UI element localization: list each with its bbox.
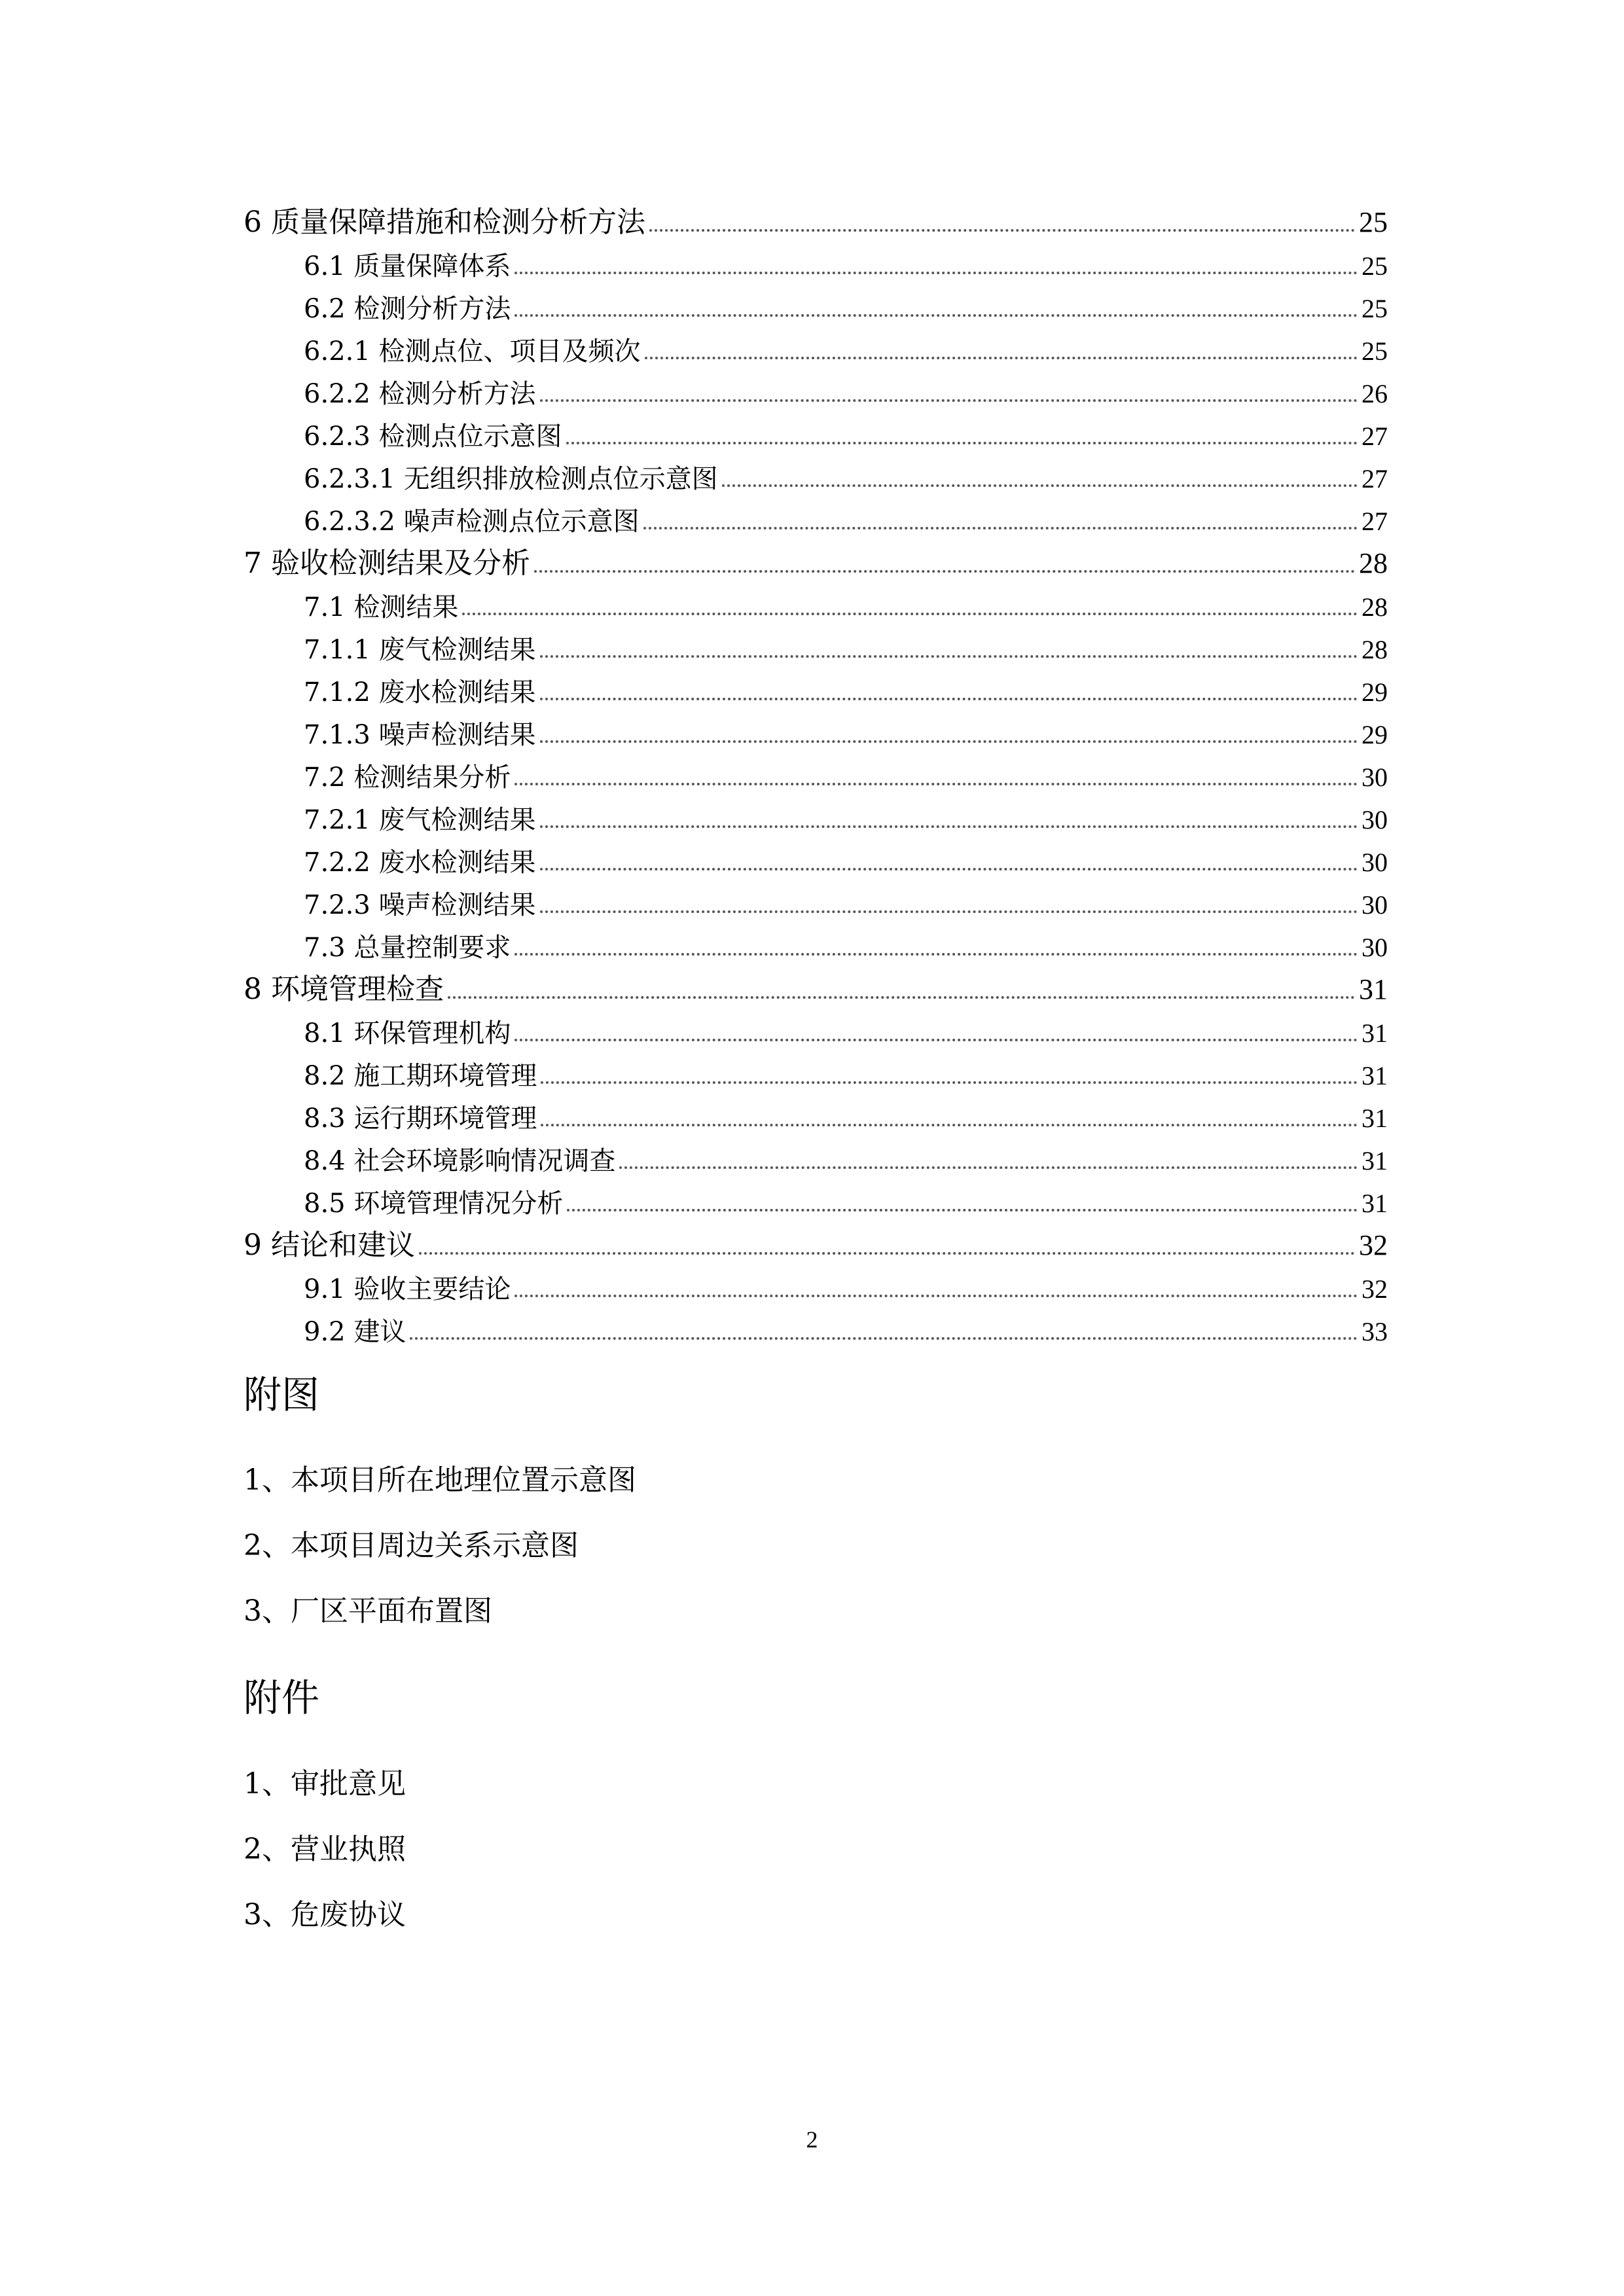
toc-section-entry[interactable]	[244, 279, 1388, 322]
toc-entry-label: 6.2.2 检测分析方法	[304, 379, 536, 409]
toc-dot-leader	[419, 1252, 1355, 1255]
toc-dot-leader	[540, 399, 1358, 402]
toc-dot-leader	[514, 783, 1358, 785]
toc-section-entry[interactable]	[244, 1260, 1388, 1302]
toc-dot-leader	[514, 1039, 1358, 1041]
toc-section-entry[interactable]	[244, 322, 1388, 365]
toc-section-entry[interactable]	[244, 748, 1388, 791]
toc-entry-label: 6 质量保障措施和检测分析方法	[244, 206, 645, 239]
toc-entry-page: 32	[1362, 1274, 1388, 1304]
toc-entry-page: 31	[1362, 1103, 1388, 1133]
toc-entry-label: 7 验收检测结果及分析	[244, 547, 530, 580]
toc-dot-leader	[540, 698, 1358, 700]
toc-dot-leader	[567, 1209, 1358, 1211]
toc-dot-leader	[462, 613, 1358, 615]
attachment-item: 2、营业执照	[244, 1833, 406, 1866]
toc-entry-label: 6.2.3 检测点位示意图	[304, 422, 562, 452]
toc-entry-page: 27	[1362, 507, 1388, 536]
toc-section-entry[interactable]	[244, 237, 1388, 279]
toc-entry-page: 30	[1362, 933, 1388, 962]
toc-entry-page: 30	[1362, 762, 1388, 792]
toc-entry-page: 28	[1359, 547, 1388, 579]
toc-entry-page: 30	[1362, 848, 1388, 877]
toc-entry-page: 28	[1362, 635, 1388, 664]
toc-entry-label: 6.2.1 检测点位、项目及频次	[304, 336, 641, 367]
toc-entry-page: 25	[1362, 336, 1388, 366]
figures-heading: 附图	[244, 1372, 320, 1417]
toc-entry-page: 25	[1359, 206, 1388, 238]
toc-section-entry[interactable]	[244, 1047, 1388, 1089]
toc-dot-leader	[540, 825, 1358, 828]
toc-entry-label: 7.1.1 废气检测结果	[304, 635, 536, 665]
figure-item: 1、本项目所在地理位置示意图	[244, 1463, 636, 1497]
toc-dot-leader	[645, 357, 1358, 359]
toc-entry-page: 28	[1362, 592, 1388, 622]
toc-entry-page: 31	[1359, 973, 1388, 1005]
toc-section-entry[interactable]	[244, 918, 1388, 961]
toc-entry-label: 7.2.2 废水检测结果	[304, 848, 536, 878]
toc-entry-label: 8 环境管理检查	[244, 973, 444, 1006]
toc-entry-page: 33	[1362, 1317, 1388, 1346]
toc-entry-page: 25	[1362, 251, 1388, 281]
toc-entry-label: 9.1 验收主要结论	[304, 1274, 511, 1304]
toc-dot-leader	[541, 1081, 1358, 1084]
toc-dot-leader	[514, 1295, 1358, 1297]
toc-entry-label: 8.1 环保管理机构	[304, 1018, 511, 1049]
toc-entry-page: 26	[1362, 379, 1388, 408]
figure-item: 3、厂区平面布置图	[244, 1594, 492, 1628]
toc-section-entry[interactable]	[244, 450, 1388, 492]
toc-chapter-entry[interactable]	[244, 194, 1388, 237]
toc-entry-label: 7.2.1 废气检测结果	[304, 805, 536, 835]
toc-entry-page: 32	[1359, 1229, 1388, 1261]
toc-section-entry[interactable]	[244, 365, 1388, 407]
toc-section-entry[interactable]	[244, 1132, 1388, 1174]
toc-section-entry[interactable]	[244, 1174, 1388, 1217]
toc-section-entry[interactable]	[244, 706, 1388, 748]
toc-entry-label: 6.2 检测分析方法	[304, 294, 511, 324]
toc-dot-leader	[541, 1124, 1358, 1126]
toc-dot-leader	[643, 527, 1358, 529]
toc-entry-page: 27	[1362, 422, 1388, 451]
toc-section-entry[interactable]	[244, 1004, 1388, 1047]
toc-entry-page: 30	[1362, 890, 1388, 920]
toc-dot-leader	[514, 272, 1358, 274]
toc-section-entry[interactable]	[244, 620, 1388, 663]
toc-section-entry[interactable]	[244, 407, 1388, 450]
page-number: 2	[806, 2126, 818, 2153]
table-of-contents	[244, 194, 1388, 1345]
toc-entry-page: 27	[1362, 464, 1388, 493]
toc-entry-page: 31	[1362, 1061, 1388, 1090]
toc-dot-leader	[448, 996, 1355, 999]
toc-dot-leader	[649, 229, 1355, 232]
toc-entry-label: 7.1 检测结果	[304, 592, 459, 622]
toc-entry-label: 7.3 总量控制要求	[304, 933, 511, 963]
toc-entry-page: 31	[1362, 1189, 1388, 1218]
toc-dot-leader	[514, 953, 1358, 956]
toc-entry-page: 30	[1362, 805, 1388, 834]
toc-dot-leader	[534, 570, 1355, 573]
toc-entry-label: 7.1.3 噪声检测结果	[304, 720, 536, 750]
toc-entry-page: 31	[1362, 1146, 1388, 1175]
toc-entry-label: 7.1.2 废水检测结果	[304, 677, 536, 708]
toc-entry-page: 29	[1362, 720, 1388, 749]
toc-chapter-entry[interactable]	[244, 961, 1388, 1004]
toc-dot-leader	[540, 910, 1358, 913]
toc-dot-leader	[566, 442, 1358, 444]
toc-entry-label: 6.1 质量保障体系	[304, 251, 511, 281]
attachments-heading: 附件	[244, 1676, 320, 1720]
toc-dot-leader	[514, 314, 1358, 317]
toc-entry-page: 25	[1362, 294, 1388, 323]
toc-dot-leader	[619, 1166, 1358, 1169]
toc-entry-page: 29	[1362, 677, 1388, 707]
toc-entry-label: 8.5 环境管理情况分析	[304, 1189, 564, 1219]
toc-chapter-entry[interactable]	[244, 1217, 1388, 1260]
toc-section-entry[interactable]	[244, 833, 1388, 876]
toc-dot-leader	[540, 655, 1358, 658]
toc-dot-leader	[722, 484, 1358, 487]
toc-section-entry[interactable]	[244, 876, 1388, 918]
toc-section-entry[interactable]	[244, 1089, 1388, 1132]
attachment-item: 3、危废协议	[244, 1898, 406, 1931]
toc-chapter-entry[interactable]	[244, 535, 1388, 578]
toc-entry-label: 6.2.3.2 噪声检测点位示意图	[304, 507, 640, 537]
toc-dot-leader	[410, 1337, 1358, 1340]
toc-section-entry[interactable]	[244, 663, 1388, 706]
toc-dot-leader	[540, 740, 1358, 743]
toc-entry-page: 31	[1362, 1018, 1388, 1048]
toc-entry-label: 7.2 检测结果分析	[304, 762, 511, 793]
toc-entry-label: 8.3 运行期环境管理	[304, 1103, 537, 1134]
toc-section-entry[interactable]	[244, 1302, 1388, 1345]
toc-entry-label: 6.2.3.1 无组织排放检测点位示意图	[304, 464, 718, 494]
toc-section-entry[interactable]	[244, 578, 1388, 620]
toc-entry-label: 8.4 社会环境影响情况调查	[304, 1146, 616, 1176]
figure-item: 2、本项目周边关系示意图	[244, 1529, 579, 1562]
attachment-item: 1、审批意见	[244, 1767, 406, 1801]
toc-section-entry[interactable]	[244, 791, 1388, 833]
toc-section-entry[interactable]	[244, 492, 1388, 535]
toc-dot-leader	[540, 868, 1358, 870]
toc-entry-label: 9.2 建议	[304, 1317, 406, 1347]
toc-entry-label: 7.2.3 噪声检测结果	[304, 890, 536, 920]
toc-entry-label: 9 结论和建议	[244, 1229, 415, 1262]
toc-entry-label: 8.2 施工期环境管理	[304, 1061, 537, 1091]
